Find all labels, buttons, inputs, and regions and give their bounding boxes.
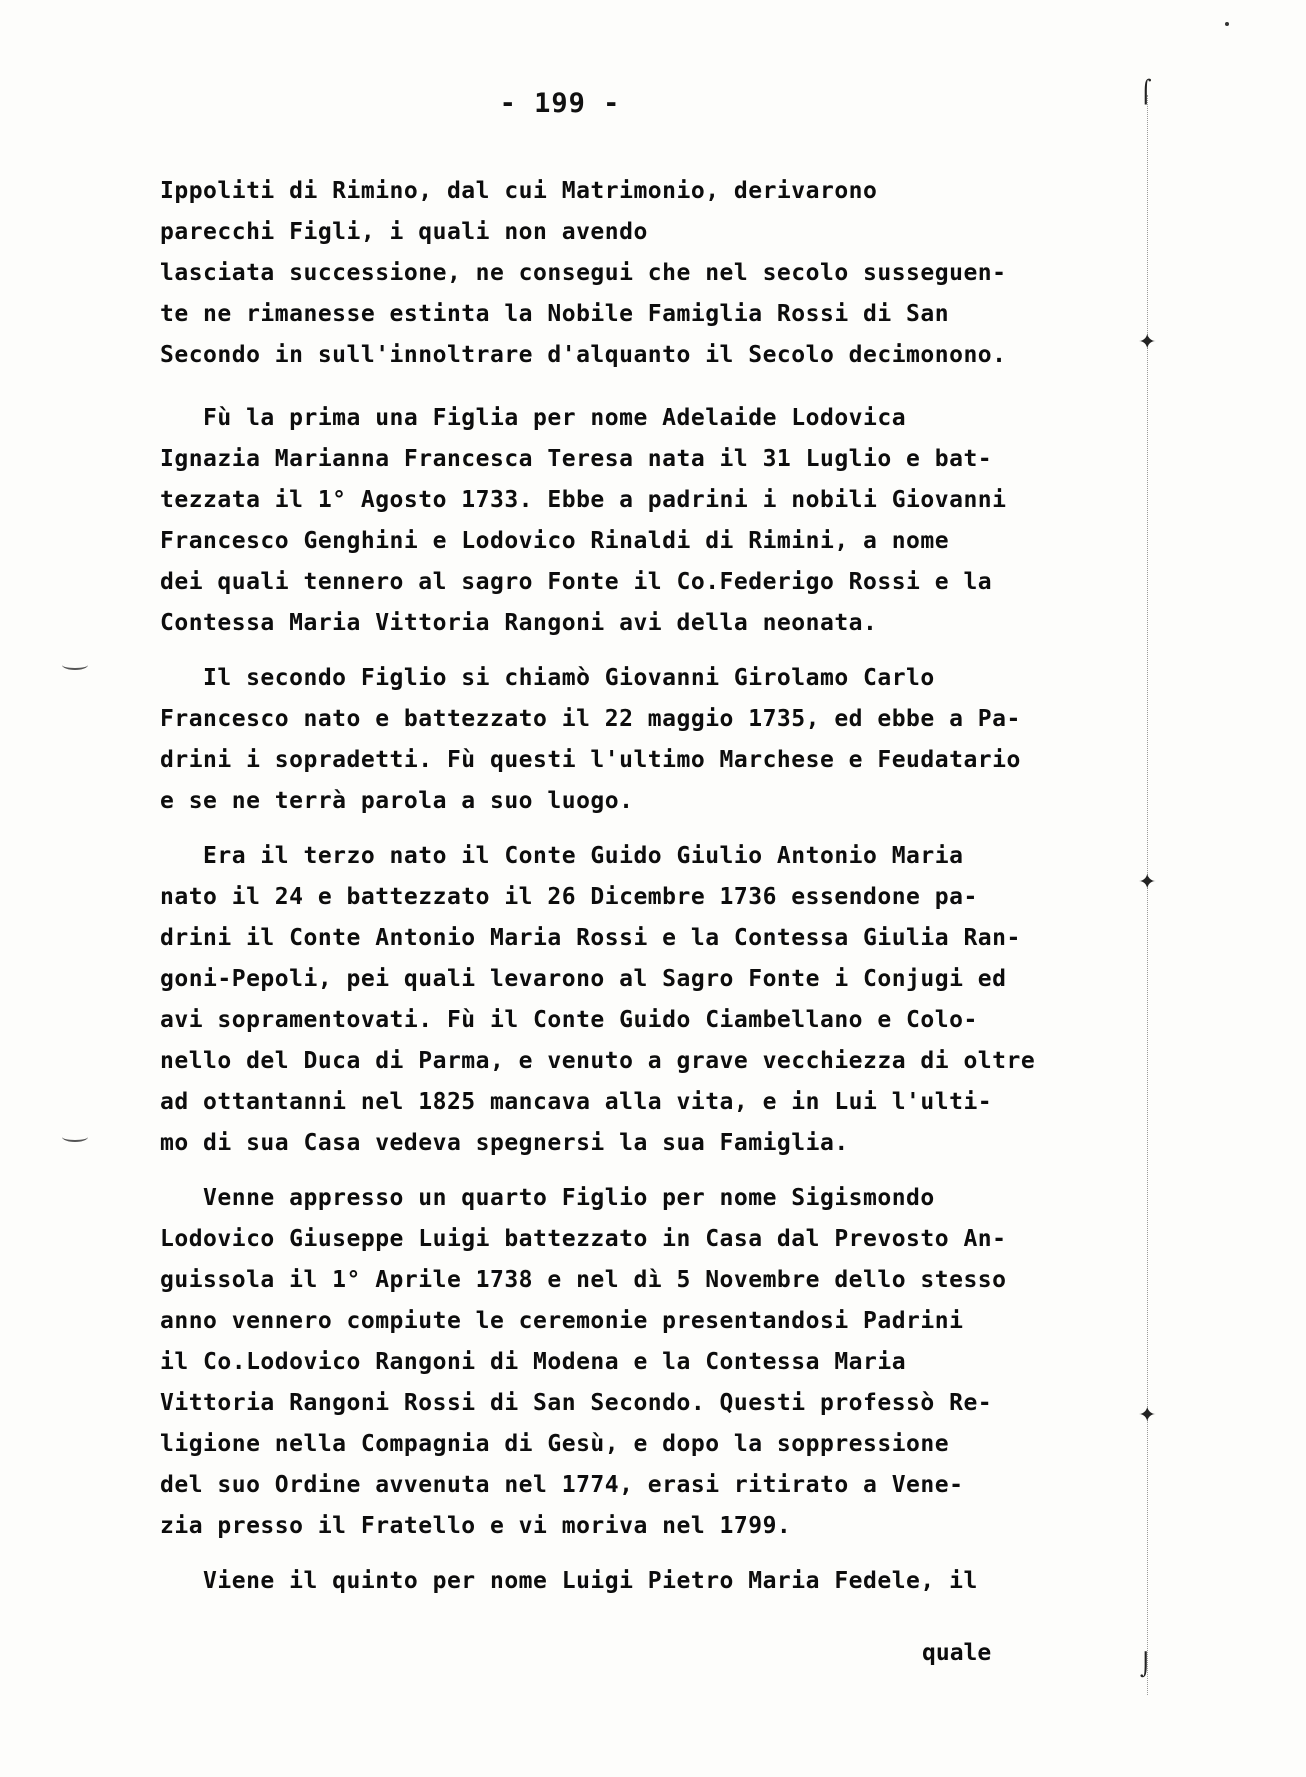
- margin-tick: [62, 660, 88, 670]
- text-line: goni-Pepoli, pei quali levarono al Sagro Fonte i Conjugi ed: [160, 966, 1007, 992]
- page-number: - 199 -: [499, 88, 621, 119]
- scan-speck: [1225, 22, 1229, 26]
- text-line: Era il terzo nato il Conte Guido Giulio Antonio Maria: [160, 843, 964, 869]
- text-line: Francesco Genghini e Lodovico Rinaldi di Rimini, a nome: [160, 528, 950, 554]
- catchword: quale: [922, 1640, 992, 1666]
- margin-bracket-bottom-icon: ⌡: [1140, 1653, 1152, 1678]
- text-line: lasciata successione, ne consegui che nel secolo susseguen-: [160, 260, 1007, 286]
- text-line: Viene il quinto per nome Luigi Pietro Maria Fedele, il: [160, 1568, 978, 1594]
- text-line: avi sopramentovati. Fù il Conte Guido Ciambellano e Colo-: [160, 1007, 978, 1033]
- text-line: dei quali tennero al sagro Fonte il Co.Federigo Rossi e la: [160, 569, 993, 595]
- text-line: Ignazia Marianna Francesca Teresa nata il 31 Luglio e bat-: [160, 446, 993, 472]
- text-line: parecchi Figli, i quali non avendo: [160, 219, 648, 245]
- hole-punch-icon: ✦: [1138, 330, 1157, 355]
- margin-tick: [62, 1132, 88, 1142]
- text-line: Lodovico Giuseppe Luigi battezzato in Casa dal Prevosto An-: [160, 1226, 1007, 1252]
- text-line: Fù la prima una Figlia per nome Adelaide Lodovica: [160, 405, 907, 431]
- margin-bracket-top-icon: ⌠: [1140, 80, 1152, 105]
- text-line: il Co.Lodovico Rangoni di Modena e la Contessa Maria: [160, 1349, 907, 1375]
- text-line: drini il Conte Antonio Maria Rossi e la Contessa Giulia Ran-: [160, 925, 1021, 951]
- text-line: Francesco nato e battezzato il 22 maggio 1735, ed ebbe a Pa-: [160, 706, 1021, 732]
- text-line: del suo Ordine avvenuta nel 1774, erasi ritirato a Vene-: [160, 1472, 964, 1498]
- text-line: Contessa Maria Vittoria Rangoni avi della neonata.: [160, 610, 878, 636]
- text-line: ad ottantanni nel 1825 mancava alla vita, e in Lui l'ulti-: [160, 1089, 993, 1115]
- text-line: Il secondo Figlio si chiamò Giovanni Girolamo Carlo: [160, 665, 935, 691]
- text-line: tezzata il 1° Agosto 1733. Ebbe a padrini i nobili Giovanni: [160, 487, 1007, 513]
- text-line: te ne rimanesse estinta la Nobile Famiglia Rossi di San: [160, 301, 950, 327]
- text-line: Vittoria Rangoni Rossi di San Secondo. Questi professò Re-: [160, 1390, 993, 1416]
- text-line: Ippoliti di Rimino, dal cui Matrimonio, derivarono: [160, 178, 878, 204]
- text-line: Venne appresso un quarto Figlio per nome Sigismondo: [160, 1185, 935, 1211]
- text-line: nello del Duca di Parma, e venuto a grave vecchiezza di oltre: [160, 1048, 1036, 1074]
- hole-punch-icon: ✦: [1138, 870, 1157, 895]
- text-line: e se ne terrà parola a suo luogo.: [160, 788, 634, 814]
- text-line: drini i sopradetti. Fù questi l'ultimo Marchese e Feudatario: [160, 747, 1021, 773]
- text-line: nato il 24 e battezzato il 26 Dicembre 1736 essendone pa-: [160, 884, 978, 910]
- text-line: Secondo in sull'innoltrare d'alquanto il Secolo decimonono.: [160, 342, 1007, 368]
- text-line: anno vennero compiute le ceremonie presentandosi Padrini: [160, 1308, 964, 1334]
- text-line: mo di sua Casa vedeva spegnersi la sua Famiglia.: [160, 1130, 849, 1156]
- hole-punch-icon: ✦: [1138, 1403, 1157, 1428]
- text-line: guissola il 1° Aprile 1738 e nel dì 5 Novembre dello stesso: [160, 1267, 1007, 1293]
- text-line: ligione nella Compagnia di Gesù, e dopo la soppressione: [160, 1431, 950, 1457]
- text-line: zia presso il Fratello e vi moriva nel 1799.: [160, 1513, 792, 1539]
